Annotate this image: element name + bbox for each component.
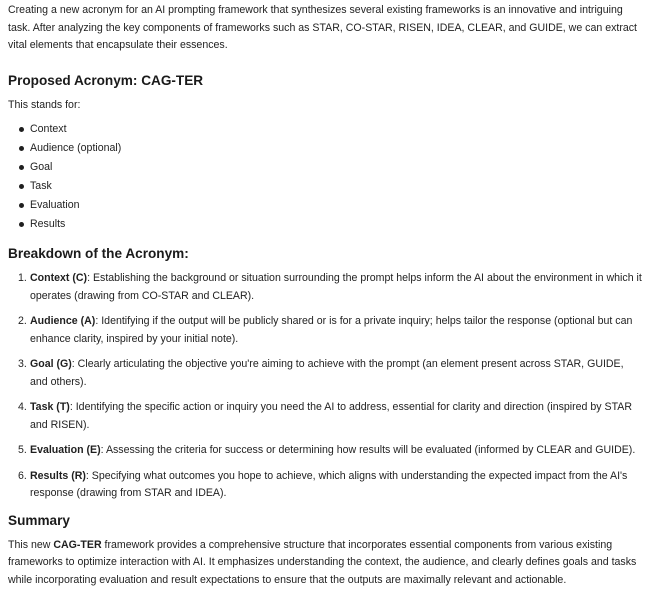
item-number: 2. <box>18 315 27 327</box>
summary-heading: Summary <box>8 512 70 528</box>
item-text: : Establishing the background or situation surrounding the prompt helps inform the AI about the environment in which it operates (drawing from CO-STAR and CLEAR). <box>30 272 642 302</box>
letter-initial: T <box>30 180 36 192</box>
letter-initial: C <box>30 123 38 135</box>
letter-rest: esults <box>37 218 66 230</box>
item-term: Evaluation (E) <box>30 444 101 456</box>
list-item <box>18 158 642 177</box>
item-text: : Specifying what outcomes you hope to achieve, which aligns with understanding the expected impact from the AI's response (drawing from STAR and IDEA). <box>30 469 628 499</box>
letter-rest: udience (optional) <box>37 142 122 154</box>
item-number: 3. <box>18 358 27 370</box>
list-item <box>18 120 642 139</box>
list-item <box>18 313 642 348</box>
summary-text-start: This new <box>8 538 54 551</box>
letter-initial: R <box>30 218 38 230</box>
list-item <box>18 270 642 305</box>
list-item <box>18 399 642 434</box>
list-item <box>18 442 642 460</box>
list-item <box>18 196 642 215</box>
item-number: 5. <box>18 444 27 456</box>
letter-rest: ontext <box>37 123 67 135</box>
breakdown-heading: Breakdown of the Acronym: <box>8 246 189 261</box>
item-term: Context (C) <box>30 272 88 284</box>
letter-initial: G <box>30 161 39 173</box>
list-item <box>18 139 642 158</box>
stands-for-text: This stands for: <box>8 98 81 111</box>
list-item <box>18 356 642 391</box>
item-text: : Assessing the criteria for success or determining how results will be evaluated (informed by CLEAR and GUIDE). <box>100 444 636 456</box>
letter-rest: valuation <box>37 199 80 211</box>
item-text: : Clearly articulating the objective you're aiming to achieve with the prompt (an element present across STAR, GUIDE, and others). <box>30 358 624 388</box>
acronym-heading: Proposed Acronym: CAG-TER <box>8 72 204 88</box>
list-item <box>18 468 642 503</box>
item-number: 4. <box>18 401 27 413</box>
item-number: 6. <box>18 469 27 482</box>
item-term: Results (R) <box>30 469 86 482</box>
summary-acronym: CAG-TER <box>53 538 102 551</box>
item-text: : Identifying the specific action or inquiry you need the AI to address, essential for clarity and direction (inspired by STAR and RISEN). <box>30 401 632 431</box>
list-item <box>18 177 642 196</box>
letter-rest: ask <box>35 180 52 192</box>
item-term: Audience (A) <box>30 315 96 327</box>
letter-initial: E <box>30 199 38 211</box>
breakdown-list <box>8 270 642 503</box>
item-term: Goal (G) <box>30 358 72 370</box>
acronym-letter-list <box>8 120 642 234</box>
intro-paragraph: Creating a new acronym for an AI prompting framework that synthesizes several existing frameworks is an innovative and intriguing task. After analyzing the key components of frameworks such as STAR, CO-STAR, RISEN, IDEA, CLEAR, and GUIDE, we can extract vital elements that encapsulate their essences. <box>8 4 637 51</box>
letter-rest: oal <box>38 161 53 173</box>
item-number: 1. <box>18 272 27 284</box>
item-term: Task (T) <box>30 401 70 413</box>
summary-text-end: framework provides a comprehensive structure that incorporates essential components from various existing frameworks to optimize interaction with AI. It emphasizes understanding the context, the audience, and clearly defines goals and tasks while incorporating evaluation and result expectations to ensure that the outputs are maximally relevant and actionable. <box>8 538 637 586</box>
list-item <box>18 215 642 234</box>
summary-paragraph <box>8 537 642 590</box>
item-text: : Identifying if the output will be publicly shared or is for a private inquiry; helps tailor the response (optional but can enhance clarity, inspired by your initial note). <box>30 315 633 345</box>
letter-initial: A <box>30 142 38 154</box>
